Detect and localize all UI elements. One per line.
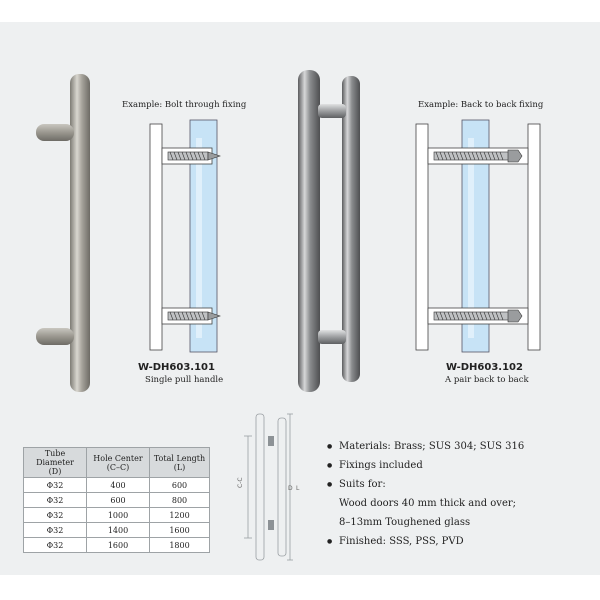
table-cell: 1000 — [87, 508, 150, 523]
handle-leg-top — [36, 124, 74, 141]
bolt-bottom — [168, 312, 220, 320]
header-total-length: Total Length (L) — [150, 448, 210, 478]
table-cell: 600 — [150, 478, 210, 493]
feature-wood-doors: Wood doors 40 mm thick and over; — [339, 498, 517, 509]
feature-finished: ● Finished: SSS, PSS, PVD — [327, 532, 524, 551]
back-to-back-handle-photo — [292, 68, 370, 396]
table-cell: Φ32 — [24, 508, 87, 523]
standoff-bottom — [318, 330, 346, 344]
feature-suits-for: ● Suits for: — [327, 475, 524, 494]
bolt-top — [168, 152, 220, 160]
table-cell: 800 — [150, 493, 210, 508]
table-cell: Φ32 — [24, 523, 87, 538]
table-row — [24, 493, 210, 508]
table-cell: 1400 — [87, 523, 150, 538]
example-left-title: Example: Bolt through fixing — [122, 100, 247, 110]
table-cell: 1600 — [87, 538, 150, 553]
table-cell: 600 — [87, 493, 150, 508]
feature-materials: ● Materials: Brass; SUS 304; SUS 316 — [327, 437, 524, 456]
threaded-rod-top — [434, 150, 522, 162]
label-d: D — [288, 485, 293, 492]
model-left: W-DH603.101 — [138, 362, 215, 373]
feature-fixings: ● Fixings included — [327, 456, 524, 475]
table-cell: 400 — [87, 478, 150, 493]
label-l: L — [296, 485, 300, 492]
handle-bar-outline — [150, 124, 162, 350]
single-pull-handle-photo — [28, 72, 108, 397]
spec-table — [23, 447, 210, 553]
features-list — [327, 437, 524, 551]
bolt-through-diagram — [140, 118, 250, 358]
standoff-top — [268, 436, 274, 446]
front-bar-outline — [416, 124, 428, 350]
spec-table-header — [24, 448, 210, 478]
table-row — [24, 478, 210, 493]
table-cell: 1600 — [150, 523, 210, 538]
header-hole-center: Hole Center (C–C) — [87, 448, 150, 478]
model-left-subtitle: Single pull handle — [145, 375, 224, 385]
table-cell: Φ32 — [24, 493, 87, 508]
example-right-title: Example: Back to back fixing — [418, 100, 544, 110]
front-tube-outline — [278, 418, 286, 556]
dimension-drawing — [237, 408, 310, 564]
table-cell: Φ32 — [24, 538, 87, 553]
rear-tube-outline — [256, 414, 264, 560]
model-right-subtitle: A pair back to back — [445, 375, 529, 385]
standoff-top — [318, 104, 346, 118]
handle-leg-bottom — [36, 328, 74, 345]
label-cc: C-C — [237, 477, 244, 488]
table-cell: 1800 — [150, 538, 210, 553]
threaded-rod-bottom — [434, 310, 522, 322]
table-row — [24, 538, 210, 553]
handle-tube — [70, 74, 90, 392]
standoff-bottom — [268, 520, 274, 530]
table-cell: Φ32 — [24, 478, 87, 493]
table-row — [24, 523, 210, 538]
feature-glass: 8–13mm Toughened glass — [339, 517, 471, 528]
rear-bar-outline — [528, 124, 540, 350]
front-handle-tube — [298, 70, 320, 392]
table-cell: 1200 — [150, 508, 210, 523]
model-right: W-DH603.102 — [446, 362, 523, 373]
table-row — [24, 508, 210, 523]
back-to-back-diagram — [410, 118, 550, 358]
header-tube-diameter: Tube Diameter (D) — [24, 448, 87, 478]
